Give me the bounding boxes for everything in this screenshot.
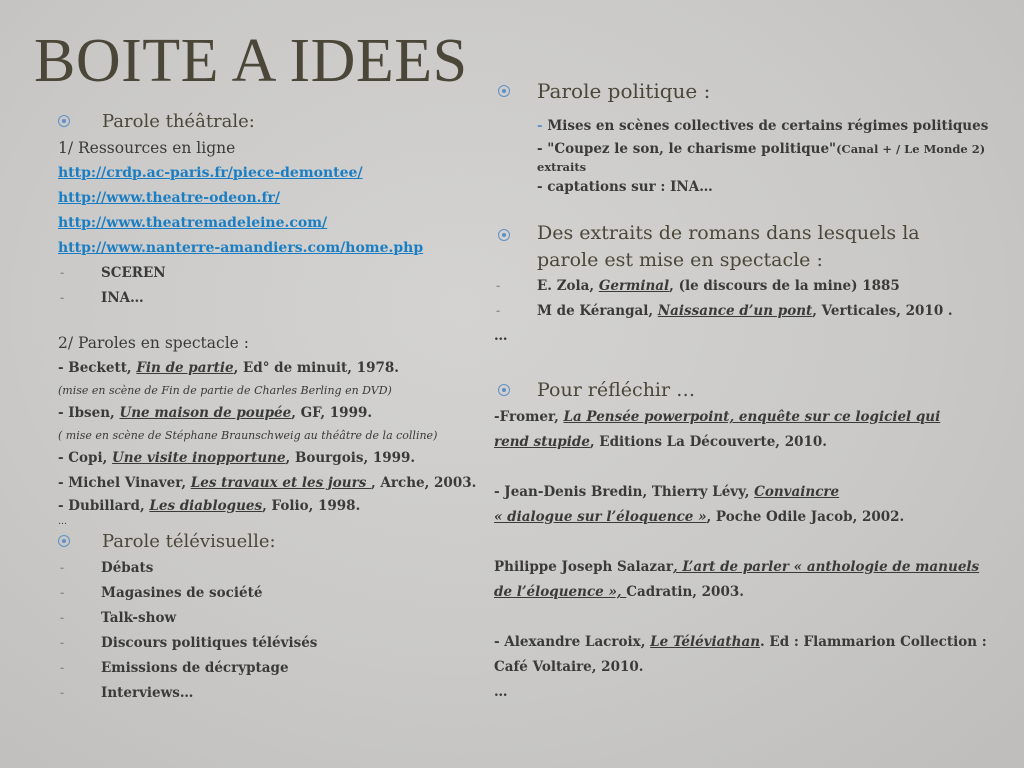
dash-bullet-icon: - — [60, 563, 65, 574]
dash-bullet-icon: - — [60, 663, 65, 674]
left-column — [58, 108, 488, 706]
ref-bredin-cont: « dialogue sur l’éloquence », Poche Odile Jacob, 2002. — [494, 509, 905, 525]
ref-fromer: -Fromer, La Pensée powerpoint, enquête sur ce logiciel qui — [494, 409, 941, 425]
dash-bullet-icon: - — [60, 688, 65, 699]
list-item: - Talk-show — [58, 606, 488, 631]
list-item: - Emissions de décryptage — [58, 656, 488, 681]
resources-heading: 1/ Ressources en ligne — [58, 139, 236, 157]
circle-bullet-icon — [58, 535, 70, 547]
spectacle-heading: 2/ Paroles en spectacle : — [58, 334, 249, 352]
dash-bullet-icon: - — [60, 613, 65, 624]
ref-lacroix: - Alexandre Lacroix, Le Téléviathan. Ed : Flammarion Collection : — [494, 634, 987, 650]
circle-bullet-icon — [498, 85, 510, 97]
list-item: - Débats — [58, 556, 488, 581]
pol-line-2-cont: extraits — [537, 160, 587, 174]
pol-line-1: - Mises en scènes collectives de certains régimes politiques — [537, 118, 989, 134]
ref-salazar: Philippe Joseph Salazar, L’art de parler « anthologie de manuels — [494, 559, 980, 575]
dash-bullet-icon: - — [60, 293, 65, 304]
ref-bredin: - Jean-Denis Bredin, Thierry Lévy, Convaincre — [494, 484, 840, 500]
ref-vinaver: - Michel Vinaver, Les travaux et les jours , Arche, 2003. — [58, 475, 477, 491]
link-crdp[interactable]: http://crdp.ac-paris.fr/piece-demontee/ — [58, 165, 363, 181]
theatre-heading: Parole théâtrale: — [58, 108, 488, 136]
right-column — [494, 76, 1009, 705]
politique-heading: Parole politique : — [494, 76, 1009, 106]
link-amandiers[interactable]: http://www.nanterre-amandiers.com/home.php — [58, 240, 424, 256]
tv-heading: Parole télévisuelle: — [58, 528, 488, 556]
circle-bullet-icon — [58, 115, 70, 127]
link-odeon[interactable]: http://www.theatre-odeon.fr/ — [58, 190, 281, 206]
dash-bullet-icon: - — [60, 268, 65, 279]
link-madeleine[interactable]: http://www.theatremadeleine.com/ — [58, 215, 328, 231]
note-beckett: (mise en scène de Fin de partie de Charles Berling en DVD) — [58, 384, 392, 397]
ref-ibsen: - Ibsen, Une maison de poupée, GF, 1999. — [58, 405, 373, 421]
ref-dubillard: - Dubillard, Les diablogues, Folio, 1998. — [58, 498, 361, 514]
final-ellipsis: … — [494, 684, 508, 700]
ref-fromer-cont: rend stupide, Editions La Découverte, 2010. — [494, 434, 827, 450]
list-item: - INA… — [58, 286, 488, 311]
note-ibsen: ( mise en scène de Stéphane Braunschweig au théâtre de la colline) — [58, 429, 438, 442]
ref-kerangal: - M de Kérangal, Naissance d’un pont, Verticales, 2010 . — [494, 299, 1009, 324]
pol-line-2: - "Coupez le son, le charisme politique"(Canal + / Le Monde 2) — [537, 141, 986, 157]
ref-lacroix-cont: Café Voltaire, 2010. — [494, 659, 644, 675]
dash-bullet-icon: - — [60, 638, 65, 649]
dash-bullet-icon: - — [60, 588, 65, 599]
ellipsis: … — [58, 517, 67, 527]
list-item: - Magasines de société — [58, 581, 488, 606]
dash-bullet-icon: - — [496, 281, 501, 292]
romans-ellipsis: … — [494, 328, 508, 344]
list-item: - SCEREN — [58, 261, 488, 286]
dash-bullet-icon: - — [496, 306, 501, 317]
pol-line-3: - captations sur : INA… — [537, 179, 713, 195]
circle-bullet-icon — [498, 229, 510, 241]
ref-salazar-cont: de l’éloquence », Cadratin, 2003. — [494, 584, 744, 600]
list-item: - Interviews… — [58, 681, 488, 706]
ref-zola: - E. Zola, Germinal, (le discours de la mine) 1885 — [494, 274, 1009, 299]
list-item: - Discours politiques télévisés — [58, 631, 488, 656]
romans-heading-cont: parole est mise en spectacle : — [537, 249, 823, 271]
ref-copi: - Copi, Une visite inopportune, Bourgois, 1999. — [58, 450, 416, 466]
circle-bullet-icon — [498, 384, 510, 396]
reflechir-heading: Pour réfléchir … — [494, 375, 1009, 405]
romans-heading: Des extraits de romans dans lesquels la — [494, 220, 1009, 247]
slide-title: BOITE A IDEES — [34, 27, 468, 95]
ref-beckett: - Beckett, Fin de partie, Ed° de minuit, 1978. — [58, 360, 399, 376]
